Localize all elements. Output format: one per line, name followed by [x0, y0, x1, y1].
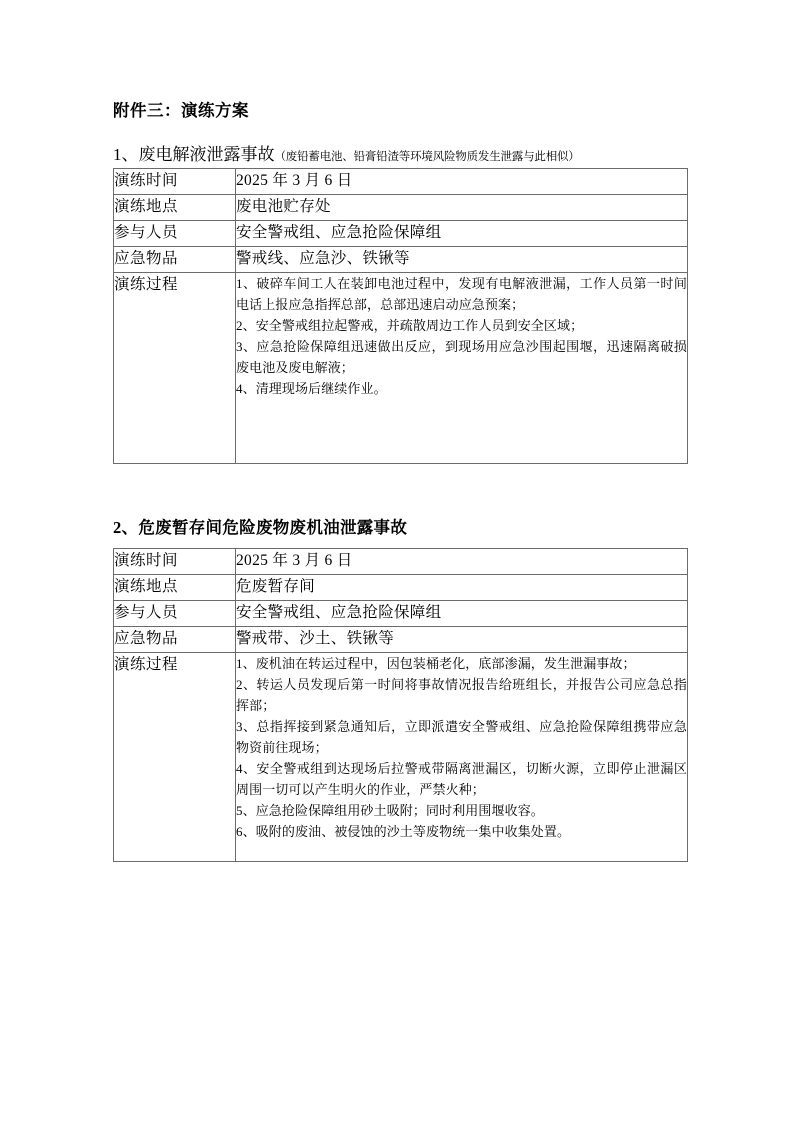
- row-value-emergency-supplies: 警戒带、沙土、铁锹等: [236, 626, 688, 652]
- process-step: 1、废机油在转运过程中，因包装桶老化，底部渗漏，发生泄漏事故；: [236, 655, 636, 671]
- row-label-emergency-supplies: 应急物品: [114, 246, 236, 272]
- process-step: 4、清理现场后继续作业。: [236, 380, 387, 396]
- section-2-heading: [113, 516, 688, 539]
- row-value-drill-process: [236, 272, 688, 463]
- drill-plan-table-2-body: [114, 548, 688, 861]
- drill-plan-table-2: [113, 548, 688, 862]
- process-step: 3、应急抢险保障组迅速做出反应，到现场用应急沙围起围堰，迅速隔离破损废电池及废电解液；: [236, 338, 687, 375]
- table-row: [114, 600, 688, 626]
- row-label-drill-time: 演练时间: [114, 168, 236, 194]
- process-step: 3、总指挥接到紧急通知后，立即派遣安全警戒组、应急抢险保障组携带应急物资前往现场；: [236, 718, 687, 755]
- process-step: 1、破碎车间工人在装卸电池过程中，发现有电解液泄漏，工作人员第一时间电话上报应急指挥总部，总部迅速启动应急预案；: [236, 275, 687, 312]
- process-step: 2、转运人员发现后第一时间将事故情况报告给班组长，并报告公司应急总指挥部；: [236, 676, 687, 713]
- drill-plan-table-1-body: [114, 168, 688, 463]
- row-value-drill-location: 危废暂存间: [236, 574, 688, 600]
- row-label-participants: 参与人员: [114, 220, 236, 246]
- row-label-emergency-supplies: 应急物品: [114, 626, 236, 652]
- process-step: 5、应急抢险保障组用砂土吸附；同时利用围堰收容。: [236, 803, 544, 819]
- process-step: 6、吸附的废油、被侵蚀的沙土等废物统一集中收集处置。: [236, 824, 571, 840]
- row-value-participants: 安全警戒组、应急抢险保障组: [236, 600, 688, 626]
- section-1-note: （废铅蓄电池、铅膏铅渣等环境风险物质发生泄露与此相似）: [274, 151, 580, 164]
- row-value-drill-time: 2025 年 3 月 6 日: [236, 168, 688, 194]
- row-value-emergency-supplies: 警戒线、应急沙、铁锹等: [236, 246, 688, 272]
- table-row: [114, 168, 688, 194]
- row-label-drill-location: 演练地点: [114, 194, 236, 220]
- section-2-title: 危废暂存间危险废物废机油泄露事故: [138, 517, 408, 537]
- section-2-number: 2、: [113, 517, 139, 537]
- row-label-drill-location: 演练地点: [114, 574, 236, 600]
- page-content: [113, 0, 688, 862]
- row-value-drill-process: [236, 652, 688, 861]
- table-row: [114, 626, 688, 652]
- table-row: [114, 548, 688, 574]
- table-row: [114, 246, 688, 272]
- table-row: [114, 194, 688, 220]
- row-label-participants: 参与人员: [114, 600, 236, 626]
- process-step: 4、安全警戒组到达现场后拉警戒带隔离泄漏区，切断火源，立即停止泄漏区周围一切可以产生明火的作业，严禁火种；: [236, 760, 687, 797]
- row-value-participants: 安全警戒组、应急抢险保障组: [236, 220, 688, 246]
- process-step: 2、安全警戒组拉起警戒，并疏散周边工作人员到安全区域；: [236, 317, 584, 333]
- row-label-drill-process: 演练过程: [114, 272, 236, 463]
- section-1-title: 废电解液泄露事故: [138, 145, 275, 165]
- section-spacer: [113, 464, 688, 516]
- section-1-heading: [113, 122, 688, 168]
- table-row: [114, 220, 688, 246]
- drill-plan-table-1: [113, 168, 688, 464]
- row-label-drill-time: 演练时间: [114, 548, 236, 574]
- section-1-number: 1、: [113, 145, 139, 165]
- row-value-drill-time: 2025 年 3 月 6 日: [236, 548, 688, 574]
- row-label-drill-process: 演练过程: [114, 652, 236, 861]
- table-row-process: [114, 652, 688, 861]
- table-row-process: [114, 272, 688, 463]
- row-value-drill-location: 废电池贮存处: [236, 194, 688, 220]
- page-title: 附件三：演练方案: [113, 101, 249, 120]
- table-row: [114, 574, 688, 600]
